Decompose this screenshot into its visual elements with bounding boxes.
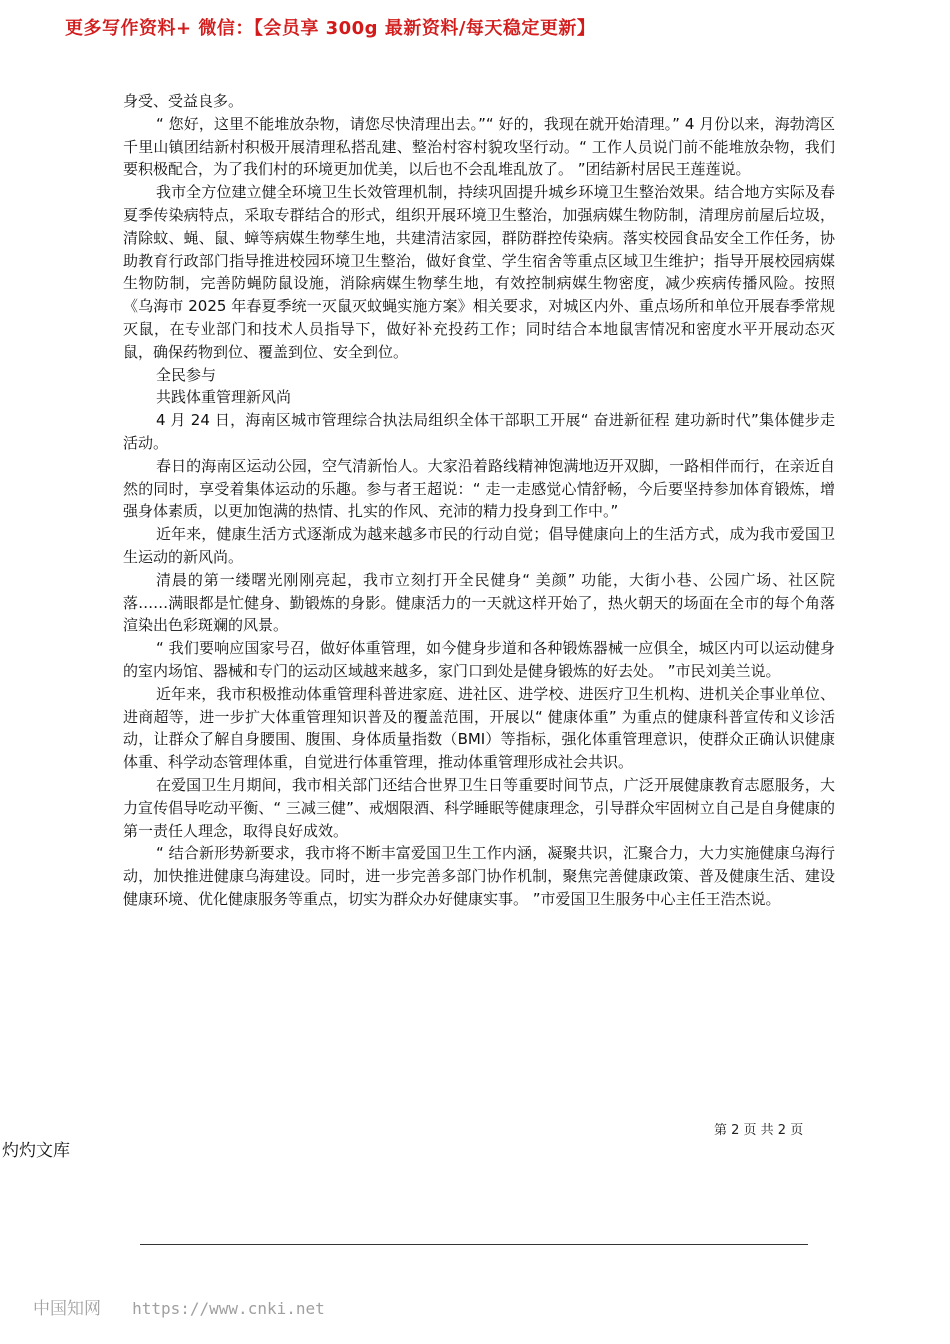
cnki-name: 中国知网	[33, 1299, 101, 1319]
library-name: 灼灼文库	[2, 1141, 70, 1161]
paragraph: 4 月 24 日，海南区城市管理综合执法局组织全体干部职工开展“ 奋进新征程 建功新时代”集体健步走活动。	[123, 411, 835, 452]
paragraph: “ 我们要响应国家号召，做好体重管理，如今健身步道和各种锻炼器械一应俱全，城区内可以运动健身的室内场馆、器械和专门的运动区域越来越多，家门口到处是健身锻炼的好去处。 ”市民刘美兰说。	[123, 639, 835, 680]
paragraph: 近年来，健康生活方式逐渐成为越来越多市民的行动自觉；倡导健康向上的生活方式，成为我市爱国卫生运动的新风尚。	[123, 525, 835, 566]
paragraph: 清晨的第一缕曙光刚刚亮起，我市立刻打开全民健身“ 美颜” 功能，大街小巷、公园广场、社区院落……满眼都是忙健身、勤锻炼的身影。健康活力的一天就这样开始了，热火朝天的场面在全市的每个角落渲染出色彩斑斓的风景。	[123, 570, 835, 635]
footer-watermark	[33, 1294, 325, 1319]
article-body	[123, 90, 835, 911]
page-number: 第 2 页 共 2 页	[714, 1123, 804, 1138]
footer-divider	[140, 1244, 808, 1245]
promo-banner: 更多写作资料+ 微信：【会员享 300g 最新资料/每天稳定更新】	[65, 18, 596, 39]
section-subheading: 共践体重管理新风尚	[156, 388, 292, 407]
paragraph: 在爱国卫生月期间，我市相关部门还结合世界卫生日等重要时间节点，广泛开展健康教育志愿服务，大力宣传倡导吃动平衡、“ 三减三健”、戒烟限酒、科学睡眠等健康理念，引导群众牢固树立自己是自身健康的第一责任人理念，取得良好成效。	[123, 775, 835, 840]
paragraph: 近年来，我市积极推动体重管理科普进家庭、进社区、进学校、进医疗卫生机构、进机关企事业单位、进商超等，进一步扩大体重管理知识普及的覆盖范围，开展以“ 健康体重” 为重点的健康科普宣传和义诊活动，让群众了解自身腰围、腹围、身体质量指数（BMI）等指标，强化体重管理意识，使群众正确认识健康体重、科学动态管理体重，自觉进行体重管理，推动体重管理形成社会共识。	[123, 684, 835, 772]
paragraph: 春日的海南区运动公园，空气清新怡人。大家沿着路线精神饱满地迈开双脚，一路相伴而行，在亲近自然的同时，享受着集体运动的乐趣。参与者王超说：“ 走一走感觉心情舒畅，今后要坚持参加体育锻炼，增强身体素质，以更加饱满的热情、扎实的作风、充沛的精力投身到工作中。”	[123, 456, 835, 521]
paragraph: “ 结合新形势新要求，我市将不断丰富爱国卫生工作内涵，凝聚共识，汇聚合力，大力实施健康乌海行动，加快推进健康乌海建设。同时，进一步完善多部门协作机制，聚焦完善健康政策、普及健康生活、建设健康环境、优化健康服务等重点，切实为群众办好健康实事。 ”市爱国卫生服务中心主任王浩杰说。	[123, 844, 835, 908]
paragraph: 我市全方位建立健全环境卫生长效管理机制，持续巩固提升城乡环境卫生整治效果。结合地方实际及春夏季传染病特点，采取专群结合的形式，组织开展环境卫生整治，加强病媒生物防制，清理房前屋后垃圾，清除蚊、蝇、鼠、蟑等病媒生物孳生地，共建清洁家园，群防群控传染病。落实校园食品安全工作任务，协助教育行政部门指导推进校园环境卫生整治，做好食堂、学生宿舍等重点区域卫生维护；指导开展校园病媒生物防制，完善防蝇防鼠设施，消除病媒生物孳生地，有效控制病媒生物密度，减少疾病传播风险。按照《乌海市 2025 年春夏季统一灭鼠灭蚊蝇实施方案》相关要求，对城区内外、重点场所和单位开展春季常规灭鼠，在专业部门和技术人员指导下，做好补充投药工作；同时结合本地鼠害情况和密度水平开展动态灭鼠，确保药物到位、覆盖到位、安全到位。	[123, 183, 835, 361]
paragraph-continuation: 身受、受益良多。	[123, 92, 244, 110]
paragraph: “ 您好，这里不能堆放杂物，请您尽快清理出去。”“ 好的，我现在就开始清理。” 4 月份以来，海勃湾区千里山镇团结新村积极开展清理私搭乱建、整治村容村貌攻坚行动。“ 工作人员说门前不能堆放杂物，我们要积极配合，为了我们村的环境更加优美，以后也不会乱堆乱放了。 ”团结新村居民王莲莲说。	[123, 114, 835, 179]
cnki-url[interactable]: https://www.cnki.net	[132, 1299, 325, 1318]
section-heading: 全民参与	[156, 365, 217, 384]
